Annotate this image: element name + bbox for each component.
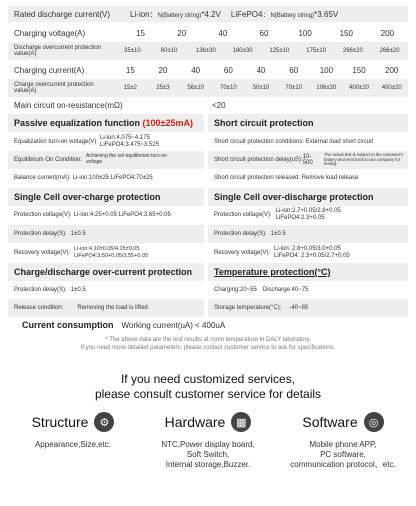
overcurrent-cells: 35±10 60±10 138±30 180±30 125±10 175±10 266±20 266±20	[124, 48, 400, 54]
customize-heading: If you need customized services, please consult customer service for details	[94, 372, 322, 401]
balance-current-row: Balance current(mA): Li-ion:100±25 LiFePO4:70±25	[14, 175, 153, 181]
charging-current-row	[8, 61, 408, 79]
lifepo4-formula: LiFePO4：N(Battery string)*3.65V	[230, 9, 339, 19]
overdischarge-protection-row: Protection voltage(V): Li-ion:2.7+0.05/2.8+0.05 LiFePO4:2.3+0.05	[214, 208, 341, 221]
charge-oc-cells: 15±2 25±3 56±10 70±10 50±10 70±10 106±20 400±20 400±20	[123, 85, 402, 91]
charging-current-label: Charging current(A)	[14, 65, 85, 75]
category-structure: Structure ⚙ Appearance,Size,etc.	[4, 412, 142, 450]
test-notes: * The above data are the test results at room temperature in DALY laboratory. If you need more detailed parameters, please contact customer service to ask for specifications.	[80, 337, 336, 351]
rated-discharge-row	[8, 6, 408, 22]
gear-icon: ⚙	[94, 412, 114, 432]
consumption-value: Working current(uA) < 400uA	[121, 320, 226, 330]
resistance-row	[8, 98, 408, 112]
charging-voltage-label: Charging voltage(A)	[14, 28, 86, 38]
charging-current-cells: 15 20 40 60 40 60 100 150 200	[125, 65, 399, 75]
liion-formula: Li-ion：N(Battery string)*4.2V	[130, 9, 221, 19]
category-software: Software ◎ Mobile phone APP, PC software, communication protocol、etc.	[290, 414, 396, 469]
overcharge-title: Single Cell over-charge protection	[8, 188, 204, 206]
equilibrium-condition-row: Equilibrium On Condition: Achieving the set equilibrium turn-on voltage	[8, 151, 204, 169]
short-circuit-conditions-row: Short circuit protection conditions: External load short circuit	[214, 139, 374, 145]
short-circuit-title: Short circuit protection	[208, 114, 408, 132]
charge-overcurrent-label: Charge overcurrent protection value(A)	[14, 81, 94, 94]
temperature-title: Temperature protection(°C)	[208, 263, 408, 281]
charge-overcurrent-row	[8, 79, 408, 97]
charging-voltage-row	[8, 24, 408, 42]
temperature-charge-row: Charging:20~55 Discharge:40~75	[214, 287, 309, 293]
equalization-title: Passive equalization function (100±25mA)	[8, 114, 204, 132]
equalization-turn-on-row: Equalization turn-on voltage(V): Li-ion:4.075~4.175 LiFePO4:3.475~3.525	[14, 135, 159, 148]
category-hardware: Hardware ▦ NTC,Power display board, Soft Switch, Internal storage,Buzzer.	[161, 414, 255, 469]
overdischarge-delay-row: Protection delay(S): 1±0.5	[208, 225, 408, 243]
rated-discharge-label: Rated discharge current(V)	[14, 9, 111, 19]
overdischarge-title: Single Cell over-discharge protection	[208, 188, 408, 206]
storage-temp-row: Storage temperature(°C): -40~85	[208, 299, 408, 317]
short-circuit-release-row: Short circuit protection released: Remove load release	[214, 175, 359, 181]
overdischarge-recovery-row: Recovery voltage(V): Li-ion: 2.8+0.05/3.0+0.05 LiFePO4: 2.3+0.05/2.7+0.05	[214, 246, 350, 259]
resistance-label: Main circuit on-resistance(mΩ)	[14, 100, 123, 110]
resistance-value: <20	[212, 100, 226, 110]
globe-icon: ◎	[364, 412, 384, 432]
consumption-row	[8, 318, 408, 332]
overcharge-protection-row: Protection voltage(V): Li-ion:4.25+0.05 LiFePO4:3.65+0.05	[14, 212, 171, 218]
short-circuit-delay-row: Short circuit protection delay(uS): 10-500 The actual test is subject to the customer's battery and sent back to our company for testing	[208, 151, 408, 169]
discharge-overcurrent-row	[8, 42, 408, 60]
consumption-title: Current consumption	[22, 320, 114, 330]
cd-overcurrent-title: Charge/discharge over-current protection	[8, 263, 204, 281]
overcharge-recovery-row: Recovery voltage(V): Li-ion:4.10±0.05/4.15±0.05 LiFePO4:3.50+0.05/3.55+0.05	[14, 246, 149, 259]
category-title-structure: Structure	[31, 414, 89, 430]
cd-overcurrent-delay-row: Protection delay(S): 1±0.5	[14, 287, 86, 293]
category-title-software: Software	[302, 414, 358, 430]
chip-icon: ▦	[231, 412, 251, 432]
category-title-hardware: Hardware	[164, 414, 226, 430]
discharge-overcurrent-label: Discharge overcurrent protection value(A)	[14, 44, 102, 57]
overcharge-delay-row: Protection delay(S): 1±0.5	[8, 225, 204, 243]
cd-release-row: Release condition: Removing the load is lifted	[8, 299, 204, 317]
current-cells: 15 20 40 60 100 150 200	[136, 28, 395, 38]
